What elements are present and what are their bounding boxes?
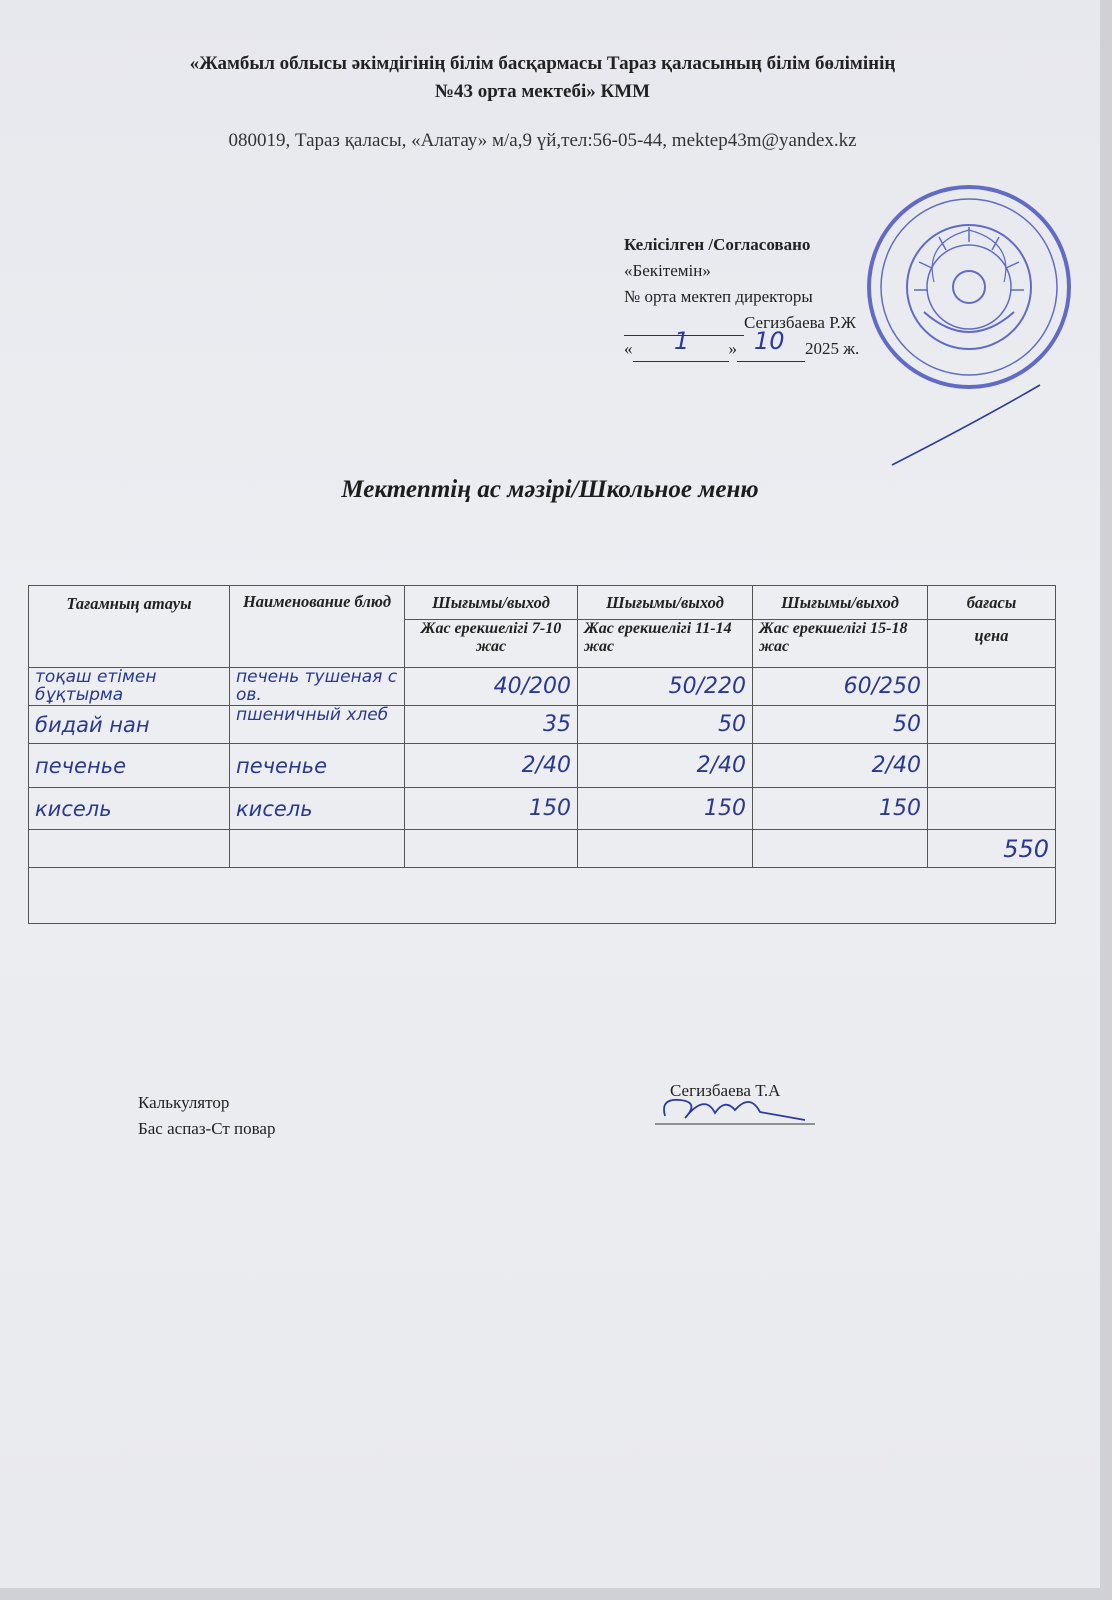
- table-row: [29, 706, 1056, 744]
- output-15-18: 60/250: [753, 668, 928, 706]
- approval-block: [624, 232, 859, 362]
- date-open-quote: «: [624, 339, 633, 358]
- agreed-label: Келісілген /Согласовано: [624, 235, 811, 254]
- signer-name: Сегизбаева Т.А: [670, 1081, 781, 1100]
- header-output-3: Шығымы/выход: [753, 586, 928, 620]
- official-stamp-seal: [864, 182, 1074, 392]
- output-11-14: 2/40: [578, 744, 753, 788]
- calculator-label: Калькулятор: [138, 1093, 230, 1112]
- price-cell: [928, 668, 1056, 706]
- director-line: [624, 310, 859, 336]
- output-7-10: 35: [405, 706, 578, 744]
- header-output-2: Шығымы/выход: [578, 586, 753, 620]
- director-name: Сегизбаева Р.Ж: [744, 313, 857, 332]
- date-day-handwritten: 1: [674, 327, 690, 355]
- dish-name-ru: печенье: [230, 744, 405, 788]
- header-price-kz: бағасы: [928, 586, 1056, 620]
- output-11-14: 50/220: [578, 668, 753, 706]
- output-11-14: 150: [578, 788, 753, 830]
- dish-name-ru: кисель: [230, 788, 405, 830]
- table-row: [29, 744, 1056, 788]
- signature-tail-stroke: [890, 380, 1050, 470]
- position-label: № орта мектеп директоры: [624, 287, 813, 306]
- blank-row: [29, 868, 1056, 924]
- empty-cell: [29, 830, 230, 868]
- output-15-18: 150: [753, 788, 928, 830]
- total-price: 550: [928, 830, 1056, 868]
- empty-cell: [578, 830, 753, 868]
- date-year: 2025 ж.: [805, 339, 860, 358]
- price-cell: [928, 744, 1056, 788]
- output-15-18: 50: [753, 706, 928, 744]
- output-15-18: 2/40: [753, 744, 928, 788]
- address-line: 080019, Тараз қаласы, «Алатау» м/а,9 үй,тел:56-05-44, mektep43m@yandex.kz: [228, 130, 857, 151]
- dish-name-kz: кисель: [29, 788, 230, 830]
- total-row: [29, 830, 1056, 868]
- empty-cell: [230, 830, 405, 868]
- blank-cell: [29, 868, 1056, 924]
- chef-label: Бас аспаз-Ст повар: [138, 1119, 276, 1138]
- table-row: [29, 668, 1056, 706]
- empty-cell: [753, 830, 928, 868]
- approve-label: «Бекітемін»: [624, 261, 711, 280]
- dish-name-ru: пшеничный хлеб: [230, 706, 405, 744]
- date-line: [624, 327, 860, 362]
- price-cell: [928, 788, 1056, 830]
- header-price-ru: цена: [928, 620, 1056, 668]
- header-age-15-18: Жас ерекшелігі 15-18 жас: [753, 620, 928, 668]
- dish-name-kz: бидай нан: [29, 706, 230, 744]
- output-7-10: 150: [405, 788, 578, 830]
- table-row: [29, 788, 1056, 830]
- header-age-7-10: Жас ерекшелігі 7-10 жас: [405, 620, 578, 668]
- menu-table: [28, 585, 1056, 924]
- header-name-kz: Тағамның атауы: [29, 586, 230, 668]
- header-name-ru: Наименование блюд: [230, 586, 405, 668]
- date-month-handwritten: 10: [754, 327, 785, 355]
- dish-name-kz: печенье: [29, 744, 230, 788]
- output-11-14: 50: [578, 706, 753, 744]
- header-age-11-14: Жас ерекшелігі 11-14 жас: [578, 620, 753, 668]
- empty-cell: [405, 830, 578, 868]
- dish-name-kz: тоқаш етімен бұқтырма: [29, 668, 230, 706]
- dish-name-ru: печень тушеная с ов.: [230, 668, 405, 706]
- header-output-1: Шығымы/выход: [405, 586, 578, 620]
- date-mid-quote: »: [728, 339, 737, 358]
- org-line-1: «Жамбыл облысы әкімдігінің білім басқармасы Тараз қаласының білім бөлімінің: [189, 53, 896, 74]
- price-cell: [928, 706, 1056, 744]
- chef-signature: [655, 1088, 815, 1128]
- output-7-10: 2/40: [405, 744, 578, 788]
- org-line-2: №43 орта мектебі» КММ: [434, 81, 651, 102]
- page-title: Мектептің ас мәзірі/Школьное меню: [341, 476, 759, 503]
- output-7-10: 40/200: [405, 668, 578, 706]
- organization-header: [0, 50, 1085, 106]
